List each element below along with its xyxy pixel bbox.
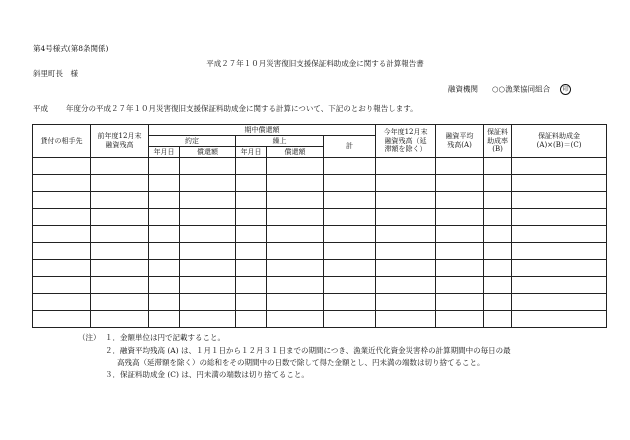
table-cell[interactable] xyxy=(484,209,512,226)
table-cell[interactable] xyxy=(436,243,484,260)
table-cell[interactable] xyxy=(512,175,607,192)
table-cell[interactable] xyxy=(180,243,236,260)
table-cell[interactable] xyxy=(149,158,180,175)
table-cell[interactable] xyxy=(436,158,484,175)
table-cell[interactable] xyxy=(436,226,484,243)
table-cell[interactable] xyxy=(376,175,436,192)
table-cell[interactable] xyxy=(33,243,91,260)
note-item: １．金額単位は円で記載すること。 xyxy=(105,333,225,342)
table-cell[interactable] xyxy=(180,277,236,294)
table-cell[interactable] xyxy=(267,277,324,294)
form-number: 第4号様式(第8条関係) xyxy=(33,44,109,53)
table-row xyxy=(33,311,607,328)
intro-era: 平成 xyxy=(33,104,48,113)
note-item: ３．保証料助成金 (C) は、円未満の端数は切り捨てること。 xyxy=(105,370,309,379)
seal-mark: 印 xyxy=(560,84,571,95)
table-cell[interactable] xyxy=(267,158,324,175)
table-cell[interactable] xyxy=(267,260,324,277)
table-cell[interactable] xyxy=(91,158,149,175)
table-row xyxy=(33,192,607,209)
table-cell[interactable] xyxy=(376,294,436,311)
table-cell[interactable] xyxy=(484,294,512,311)
table-cell[interactable] xyxy=(376,277,436,294)
col-scheduled-date: 年月日 xyxy=(149,147,180,158)
intro-statement xyxy=(33,105,418,113)
table-cell[interactable] xyxy=(436,175,484,192)
table-cell[interactable] xyxy=(436,192,484,209)
table-cell[interactable] xyxy=(376,226,436,243)
table-cell[interactable] xyxy=(484,192,512,209)
table-cell[interactable] xyxy=(236,209,267,226)
table-cell[interactable] xyxy=(33,175,91,192)
table-cell[interactable] xyxy=(267,175,324,192)
table-cell[interactable] xyxy=(33,294,91,311)
table-cell[interactable] xyxy=(180,311,236,328)
table-cell[interactable] xyxy=(149,260,180,277)
table-cell[interactable] xyxy=(91,260,149,277)
lender-info xyxy=(448,84,571,95)
table-row xyxy=(33,158,607,175)
table-cell[interactable] xyxy=(149,294,180,311)
table-cell[interactable] xyxy=(324,175,376,192)
table-cell[interactable] xyxy=(324,209,376,226)
table-cell[interactable] xyxy=(324,294,376,311)
col-prev-balance: 前年度12月末 融資残高 xyxy=(91,125,149,158)
table-cell[interactable] xyxy=(149,192,180,209)
table-cell[interactable] xyxy=(180,175,236,192)
table-cell[interactable] xyxy=(91,294,149,311)
table-cell[interactable] xyxy=(236,158,267,175)
table-row xyxy=(33,209,607,226)
table-cell[interactable] xyxy=(149,175,180,192)
table-cell[interactable] xyxy=(149,243,180,260)
table-cell[interactable] xyxy=(512,243,607,260)
table-cell[interactable] xyxy=(180,192,236,209)
table-cell[interactable] xyxy=(324,277,376,294)
table-cell[interactable] xyxy=(376,311,436,328)
table-cell[interactable] xyxy=(324,192,376,209)
col-end-balance: 今年度12月末 融資残高（延 滞額を除く） xyxy=(376,125,436,158)
col-subsidy: 保証料助成金 (A)×(B)＝(C) xyxy=(512,125,607,158)
table-cell[interactable] xyxy=(484,226,512,243)
table-cell[interactable] xyxy=(512,209,607,226)
table-cell[interactable] xyxy=(236,311,267,328)
table-cell[interactable] xyxy=(324,311,376,328)
table-cell[interactable] xyxy=(91,226,149,243)
table-cell[interactable] xyxy=(33,277,91,294)
table-cell[interactable] xyxy=(91,243,149,260)
table-cell[interactable] xyxy=(149,209,180,226)
table-row xyxy=(33,277,607,294)
table-cell[interactable] xyxy=(436,260,484,277)
table-cell[interactable] xyxy=(436,209,484,226)
table-cell[interactable] xyxy=(376,209,436,226)
table-cell[interactable] xyxy=(267,311,324,328)
col-total: 計 xyxy=(324,136,376,158)
table-row xyxy=(33,175,607,192)
table-cell[interactable] xyxy=(91,311,149,328)
table-cell[interactable] xyxy=(33,311,91,328)
table-cell[interactable] xyxy=(91,277,149,294)
table-cell[interactable] xyxy=(180,209,236,226)
table-cell[interactable] xyxy=(512,226,607,243)
table-cell[interactable] xyxy=(236,294,267,311)
table-cell[interactable] xyxy=(33,209,91,226)
table-row xyxy=(33,294,607,311)
table-cell[interactable] xyxy=(180,226,236,243)
col-scheduled: 約定 xyxy=(149,136,236,147)
table-cell[interactable] xyxy=(436,311,484,328)
page-title: 平成２７年１０月災害復旧支援保証料助成金に関する計算報告書 xyxy=(206,59,424,68)
table-cell[interactable] xyxy=(236,175,267,192)
note-item: ２．融資平均残高 (A) は、１月１日から１２月３１日までの期間につき、漁業近代化資金災害枠の計算期間中の毎日の最 xyxy=(105,346,511,355)
table-cell[interactable] xyxy=(376,243,436,260)
table-cell[interactable] xyxy=(376,192,436,209)
table-cell[interactable] xyxy=(236,243,267,260)
table-cell[interactable] xyxy=(149,226,180,243)
table-cell[interactable] xyxy=(180,260,236,277)
table-cell[interactable] xyxy=(267,226,324,243)
calculation-table xyxy=(32,124,607,328)
table-cell[interactable] xyxy=(180,294,236,311)
table-cell[interactable] xyxy=(267,243,324,260)
table-cell[interactable] xyxy=(512,260,607,277)
lender-label: 融資機関 xyxy=(448,84,478,94)
table-cell[interactable] xyxy=(376,158,436,175)
table-cell[interactable] xyxy=(324,158,376,175)
table-cell[interactable] xyxy=(267,192,324,209)
table-cell[interactable] xyxy=(33,226,91,243)
col-early: 繰上 xyxy=(236,136,324,147)
col-repayment-group: 期中償還額 xyxy=(149,125,376,136)
table-cell[interactable] xyxy=(484,277,512,294)
col-scheduled-amount: 償還額 xyxy=(180,147,236,158)
table-cell[interactable] xyxy=(149,311,180,328)
col-rate: 保証料 助成率 (B) xyxy=(484,125,512,158)
notes-prefix: （注） xyxy=(78,333,101,342)
table-cell[interactable] xyxy=(91,192,149,209)
table-cell[interactable] xyxy=(436,294,484,311)
col-early-date: 年月日 xyxy=(236,147,267,158)
lender-name: ○○漁業協同組合 xyxy=(492,84,551,94)
table-cell[interactable] xyxy=(484,243,512,260)
table-cell[interactable] xyxy=(149,277,180,294)
addressee: 斜里町長 様 xyxy=(33,69,78,78)
table-cell[interactable] xyxy=(436,277,484,294)
table-cell[interactable] xyxy=(236,192,267,209)
table-cell[interactable] xyxy=(33,192,91,209)
table-cell[interactable] xyxy=(324,260,376,277)
table-cell[interactable] xyxy=(512,294,607,311)
table-cell[interactable] xyxy=(484,158,512,175)
table-cell[interactable] xyxy=(324,226,376,243)
table-row xyxy=(33,243,607,260)
col-borrower: 貸付の相手先 xyxy=(33,125,91,158)
table-cell[interactable] xyxy=(33,158,91,175)
table-cell[interactable] xyxy=(512,192,607,209)
table-cell[interactable] xyxy=(267,294,324,311)
table-cell[interactable] xyxy=(512,158,607,175)
col-early-amount: 償還額 xyxy=(267,147,324,158)
table-cell[interactable] xyxy=(267,209,324,226)
table-cell[interactable] xyxy=(512,311,607,328)
table-cell[interactable] xyxy=(484,311,512,328)
table-cell[interactable] xyxy=(376,260,436,277)
table-cell[interactable] xyxy=(324,243,376,260)
intro-text: 年度分の平成２７年１０月災害復旧支援保証料助成金に関する計算について、下記のとおり報告します。 xyxy=(66,104,418,113)
table-cell[interactable] xyxy=(180,158,236,175)
table-cell[interactable] xyxy=(512,277,607,294)
table-row xyxy=(33,226,607,243)
table-cell[interactable] xyxy=(91,209,149,226)
table-row xyxy=(33,260,607,277)
table-cell[interactable] xyxy=(484,260,512,277)
table-cell[interactable] xyxy=(484,175,512,192)
table-cell[interactable] xyxy=(33,260,91,277)
col-avg-balance: 融資平均 残高(A) xyxy=(436,125,484,158)
table-cell[interactable] xyxy=(236,260,267,277)
table-cell[interactable] xyxy=(236,226,267,243)
note-item: 高残高（延滞額を除く）の総和をその期間中の日数で除して得た金額とし、円未満の端数は切り捨てること。 xyxy=(117,358,485,367)
table-cell[interactable] xyxy=(236,277,267,294)
table-cell[interactable] xyxy=(91,175,149,192)
